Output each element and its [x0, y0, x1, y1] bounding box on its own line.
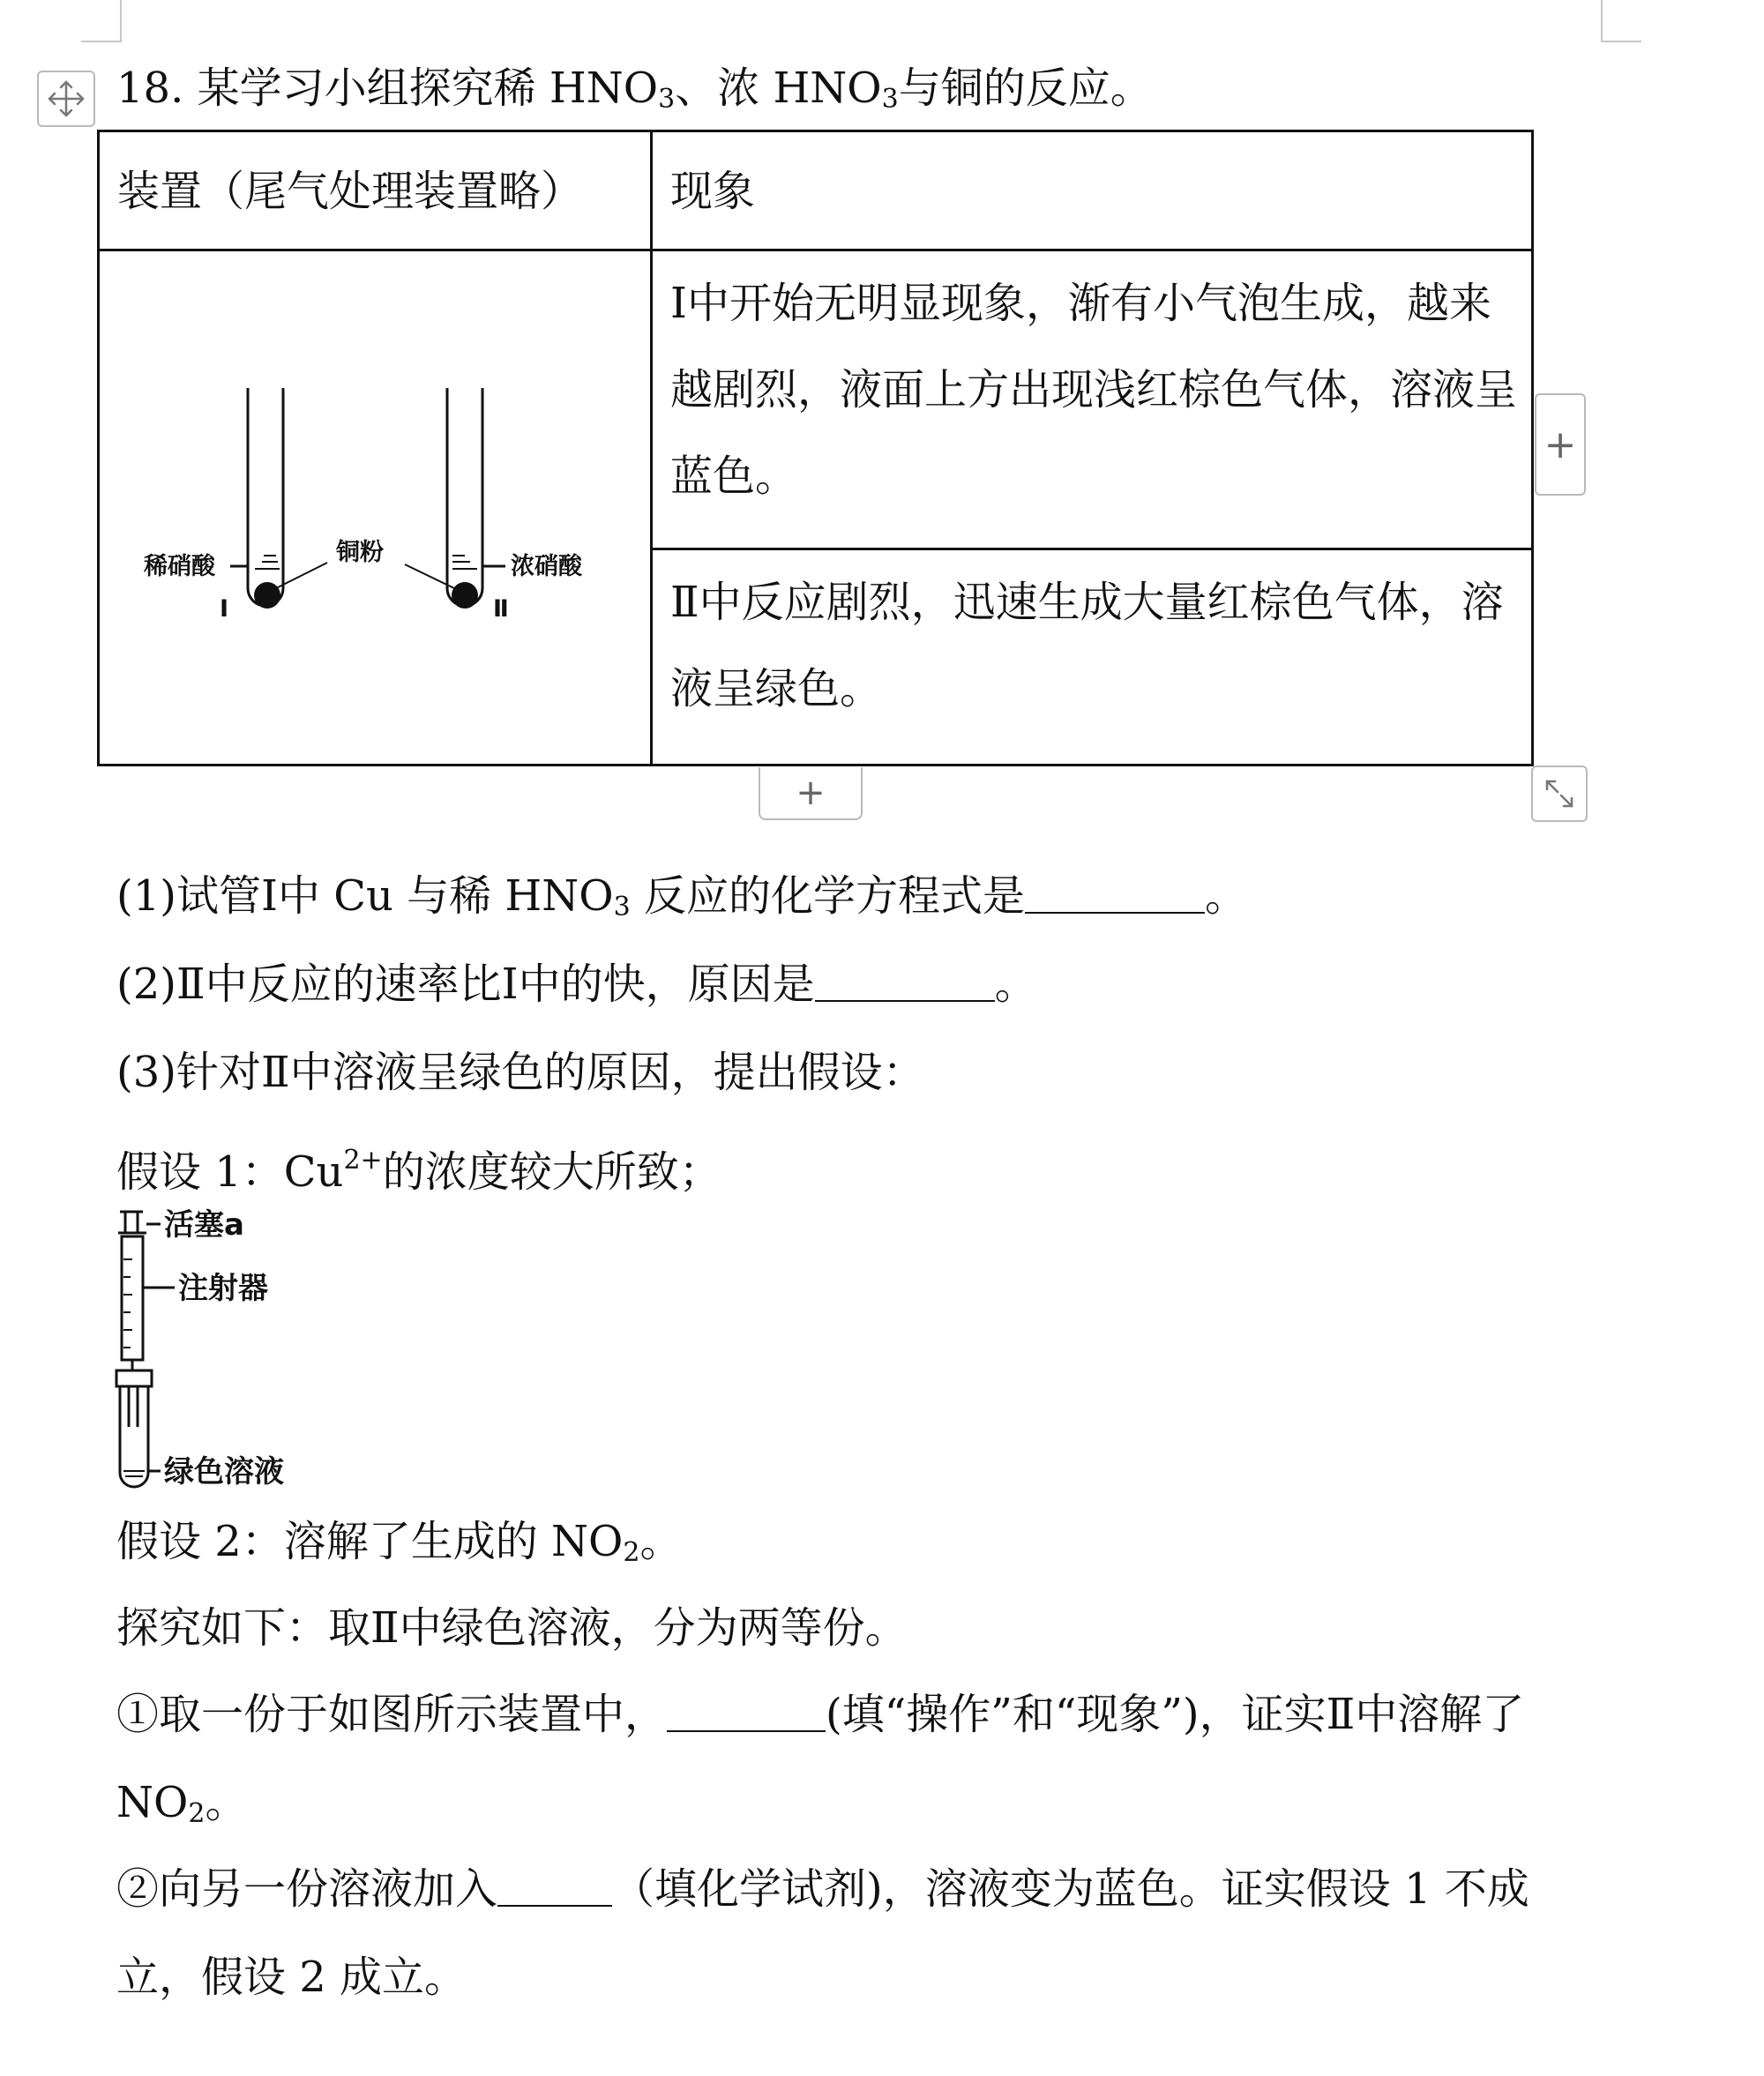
question-title: 18. 某学习小组探究稀 $HNO_3$、浓 $HNO_3$与铜的反应。 — [116, 63, 1153, 115]
plus-icon: + — [1544, 422, 1577, 467]
experiment-table — [97, 130, 1534, 766]
answer-blank-1[interactable] — [1025, 870, 1205, 914]
copper-powder-2 — [452, 582, 478, 609]
hypothesis-1: 假设 1：$Cu^{2+}$的浓度较大所致； — [116, 1145, 721, 1197]
hypothesis-2: 假设 2：溶解了生成的 $NO_2$。 — [116, 1517, 683, 1568]
copper-pointer-lines — [276, 563, 454, 588]
plus-icon: + — [796, 773, 826, 813]
step-2-continued: 立，假设 2 成立。 — [116, 1953, 467, 2002]
label-copper-powder: 铜粉 — [336, 539, 384, 566]
green-solution-tube — [116, 1370, 161, 1487]
crop-mark-top-right — [1601, 0, 1641, 42]
answer-blank-4[interactable] — [497, 1863, 612, 1907]
test-tube-diagram — [100, 251, 647, 768]
table-move-handle[interactable] — [37, 71, 95, 127]
label-tube-2: Ⅱ — [493, 595, 509, 623]
question-number: 18. — [116, 63, 184, 113]
move-icon — [46, 78, 86, 119]
syringe-barrel — [122, 1236, 175, 1370]
add-row-button[interactable] — [759, 767, 863, 820]
step-1: ①取一份于如图所示装置中， (填“操作”和“现象”)，证实Ⅱ中溶解了 — [116, 1690, 1525, 1739]
observation-tube-2: Ⅱ中反应剧烈，迅速生成大量红棕色气体，溶液呈绿色。 — [652, 549, 1533, 765]
exploration-intro: 探究如下：取Ⅱ中绿色溶液，分为两等份。 — [116, 1603, 908, 1653]
label-green-solution: 绿色溶液 — [164, 1454, 284, 1490]
part-1: (1)试管I中 Cu 与稀 $HNO_3$ 反应的化学方程式是 。 — [116, 871, 1247, 922]
crop-mark-top-left — [81, 0, 122, 42]
answer-blank-2[interactable] — [815, 958, 995, 1002]
label-tube-1: I — [220, 595, 229, 623]
answer-blank-3[interactable] — [667, 1688, 826, 1732]
test-tube-1 — [230, 388, 283, 606]
label-syringe: 注射器 — [178, 1271, 268, 1306]
add-column-button[interactable] — [1535, 393, 1586, 496]
part-2: (2)Ⅱ中反应的速率比I中的快，原因是 。 — [116, 960, 1037, 1009]
table-resize-handle[interactable] — [1531, 765, 1588, 822]
resize-icon — [1540, 774, 1579, 813]
apparatus-cell — [99, 250, 652, 765]
part-3: (3)针对Ⅱ中溶液呈绿色的原因，提出假设： — [116, 1048, 925, 1097]
label-dilute-nitric-acid: 稀硝酸 — [144, 553, 215, 580]
stopcock-a — [118, 1212, 161, 1233]
label-stopcock-a: 活塞a — [164, 1207, 244, 1243]
step-2: ②向另一份溶液加入 （填化学试剂)，溶液变为蓝色。证实假设 1 不成 — [116, 1864, 1529, 1914]
observation-tube-1: I中开始无明显现象，渐有小气泡生成，越来越剧烈，液面上方出现浅红棕色气体，溶液呈蓝色。 — [652, 250, 1533, 549]
copper-powder-1 — [254, 582, 280, 609]
header-apparatus: 装置（尾气处理装置略） — [99, 131, 652, 250]
label-conc-nitric-acid: 浓硝酸 — [511, 553, 582, 580]
header-phenomenon: 现象 — [652, 131, 1533, 250]
step-1-continued: $NO_2$。 — [116, 1778, 248, 1829]
syringe-diagram — [113, 1206, 342, 1492]
test-tube-2 — [447, 388, 505, 606]
